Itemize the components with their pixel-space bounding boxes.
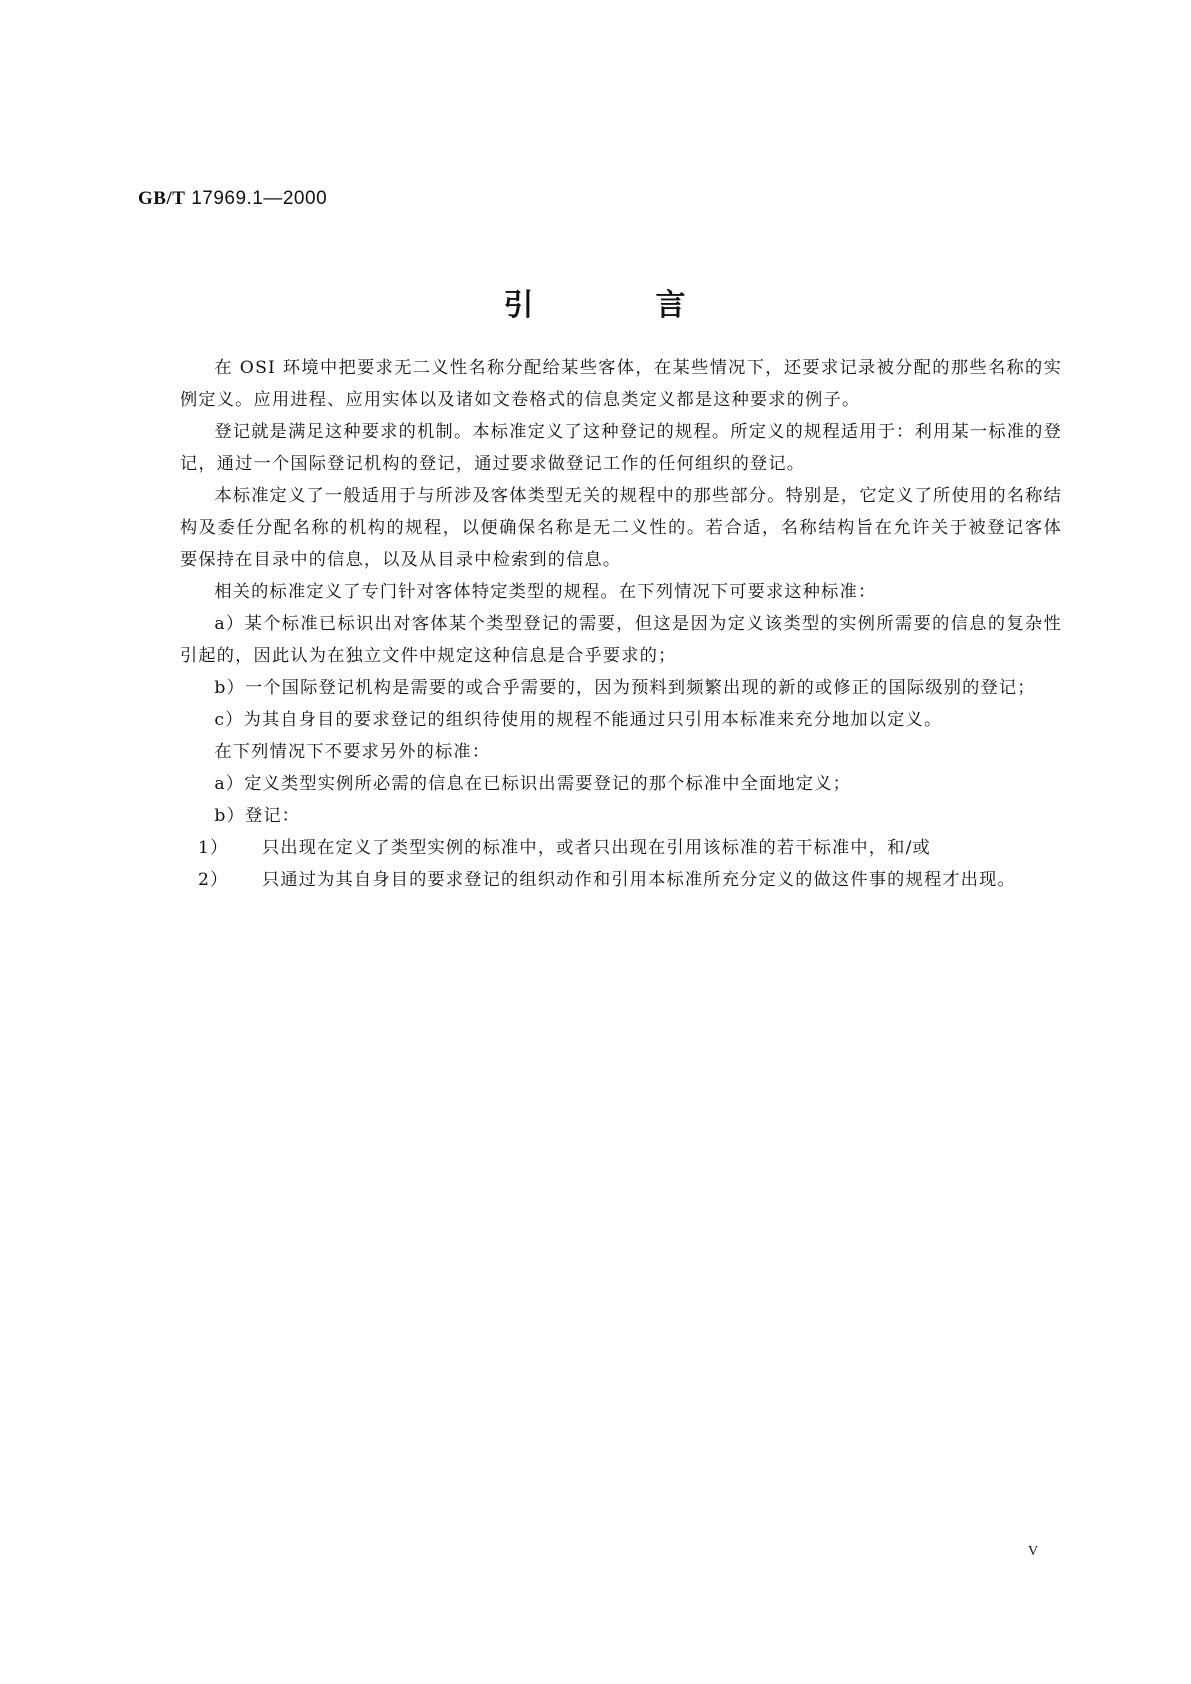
sub-item-2-text: 只通过为其自身目的要求登记的组织动作和引用本标准所充分定义的做这件事的规程才出现。: [262, 870, 1016, 890]
introduction-body: [180, 352, 1062, 896]
paragraph-2: 登记就是满足这种要求的机制。本标准定义了这种登记的规程。所定义的规程适用于：利用某一标准的登记，通过一个国际登记机构的登记，通过要求做登记工作的任何组织的登记。: [180, 422, 1062, 474]
list-item-a-1: a）某个标准已标识出对客体某个类型登记的需要，但这是因为定义该类型的实例所需要的信息的复杂性引起的，因此认为在独立文件中规定这种信息是合乎要求的；: [180, 614, 1062, 666]
paragraph-4: 相关的标准定义了专门针对客体特定类型的规程。在下列情况下可要求这种标准：: [214, 582, 877, 602]
standard-prefix: GB/T: [138, 188, 186, 209]
standard-code-header: [138, 188, 327, 210]
list-item-b-2: b）登记：: [214, 806, 301, 826]
title-char-2: 言: [655, 288, 688, 323]
list-item-a-2: a）定义类型实例所必需的信息在已标识出需要登记的那个标准中全面地定义；: [214, 774, 852, 794]
paragraph-5: 在下列情况下不要求另外的标准：: [214, 742, 491, 762]
list-item-b-1: b）一个国际登记机构是需要的或合乎需要的，因为预料到频繁出现的新的或修正的国际级别的登记；: [214, 678, 1036, 698]
list-item-c-1: c）为其自身目的要求登记的组织待使用的规程不能通过只引用本标准来充分地加以定义。: [214, 710, 943, 730]
paragraph-1: 在 OSI 环境中把要求无二义性名称分配给某些客体，在某些情况下，还要求记录被分配的那些名称的实例定义。应用进程、应用实体以及诸如文卷格式的信息类定义都是这种要求的例子。: [180, 358, 1062, 410]
standard-number: 17969.1—2000: [191, 188, 328, 209]
sub-item-2-number: 2）: [198, 870, 229, 890]
page-number: V: [1028, 1544, 1039, 1559]
paragraph-3: 本标准定义了一般适用于与所涉及客体类型无关的规程中的那些部分。特别是，它定义了所使用的名称结构及委任分配名称的机构的规程，以便确保名称是无二义性的。若合适，名称结构旨在允许关于被登记客体要保持在目录中的信息，以及从目录中检索到的信息。: [180, 486, 1062, 570]
sub-item-1: [180, 832, 1062, 864]
title-char-1: 引: [503, 288, 536, 323]
sub-item-2: [180, 864, 1062, 896]
section-title: [0, 280, 1191, 324]
sub-item-1-text: 只出现在定义了类型实例的标准中，或者只出现在引用该标准的若干标准中，和/或: [262, 838, 931, 858]
sub-item-1-number: 1）: [198, 838, 229, 858]
